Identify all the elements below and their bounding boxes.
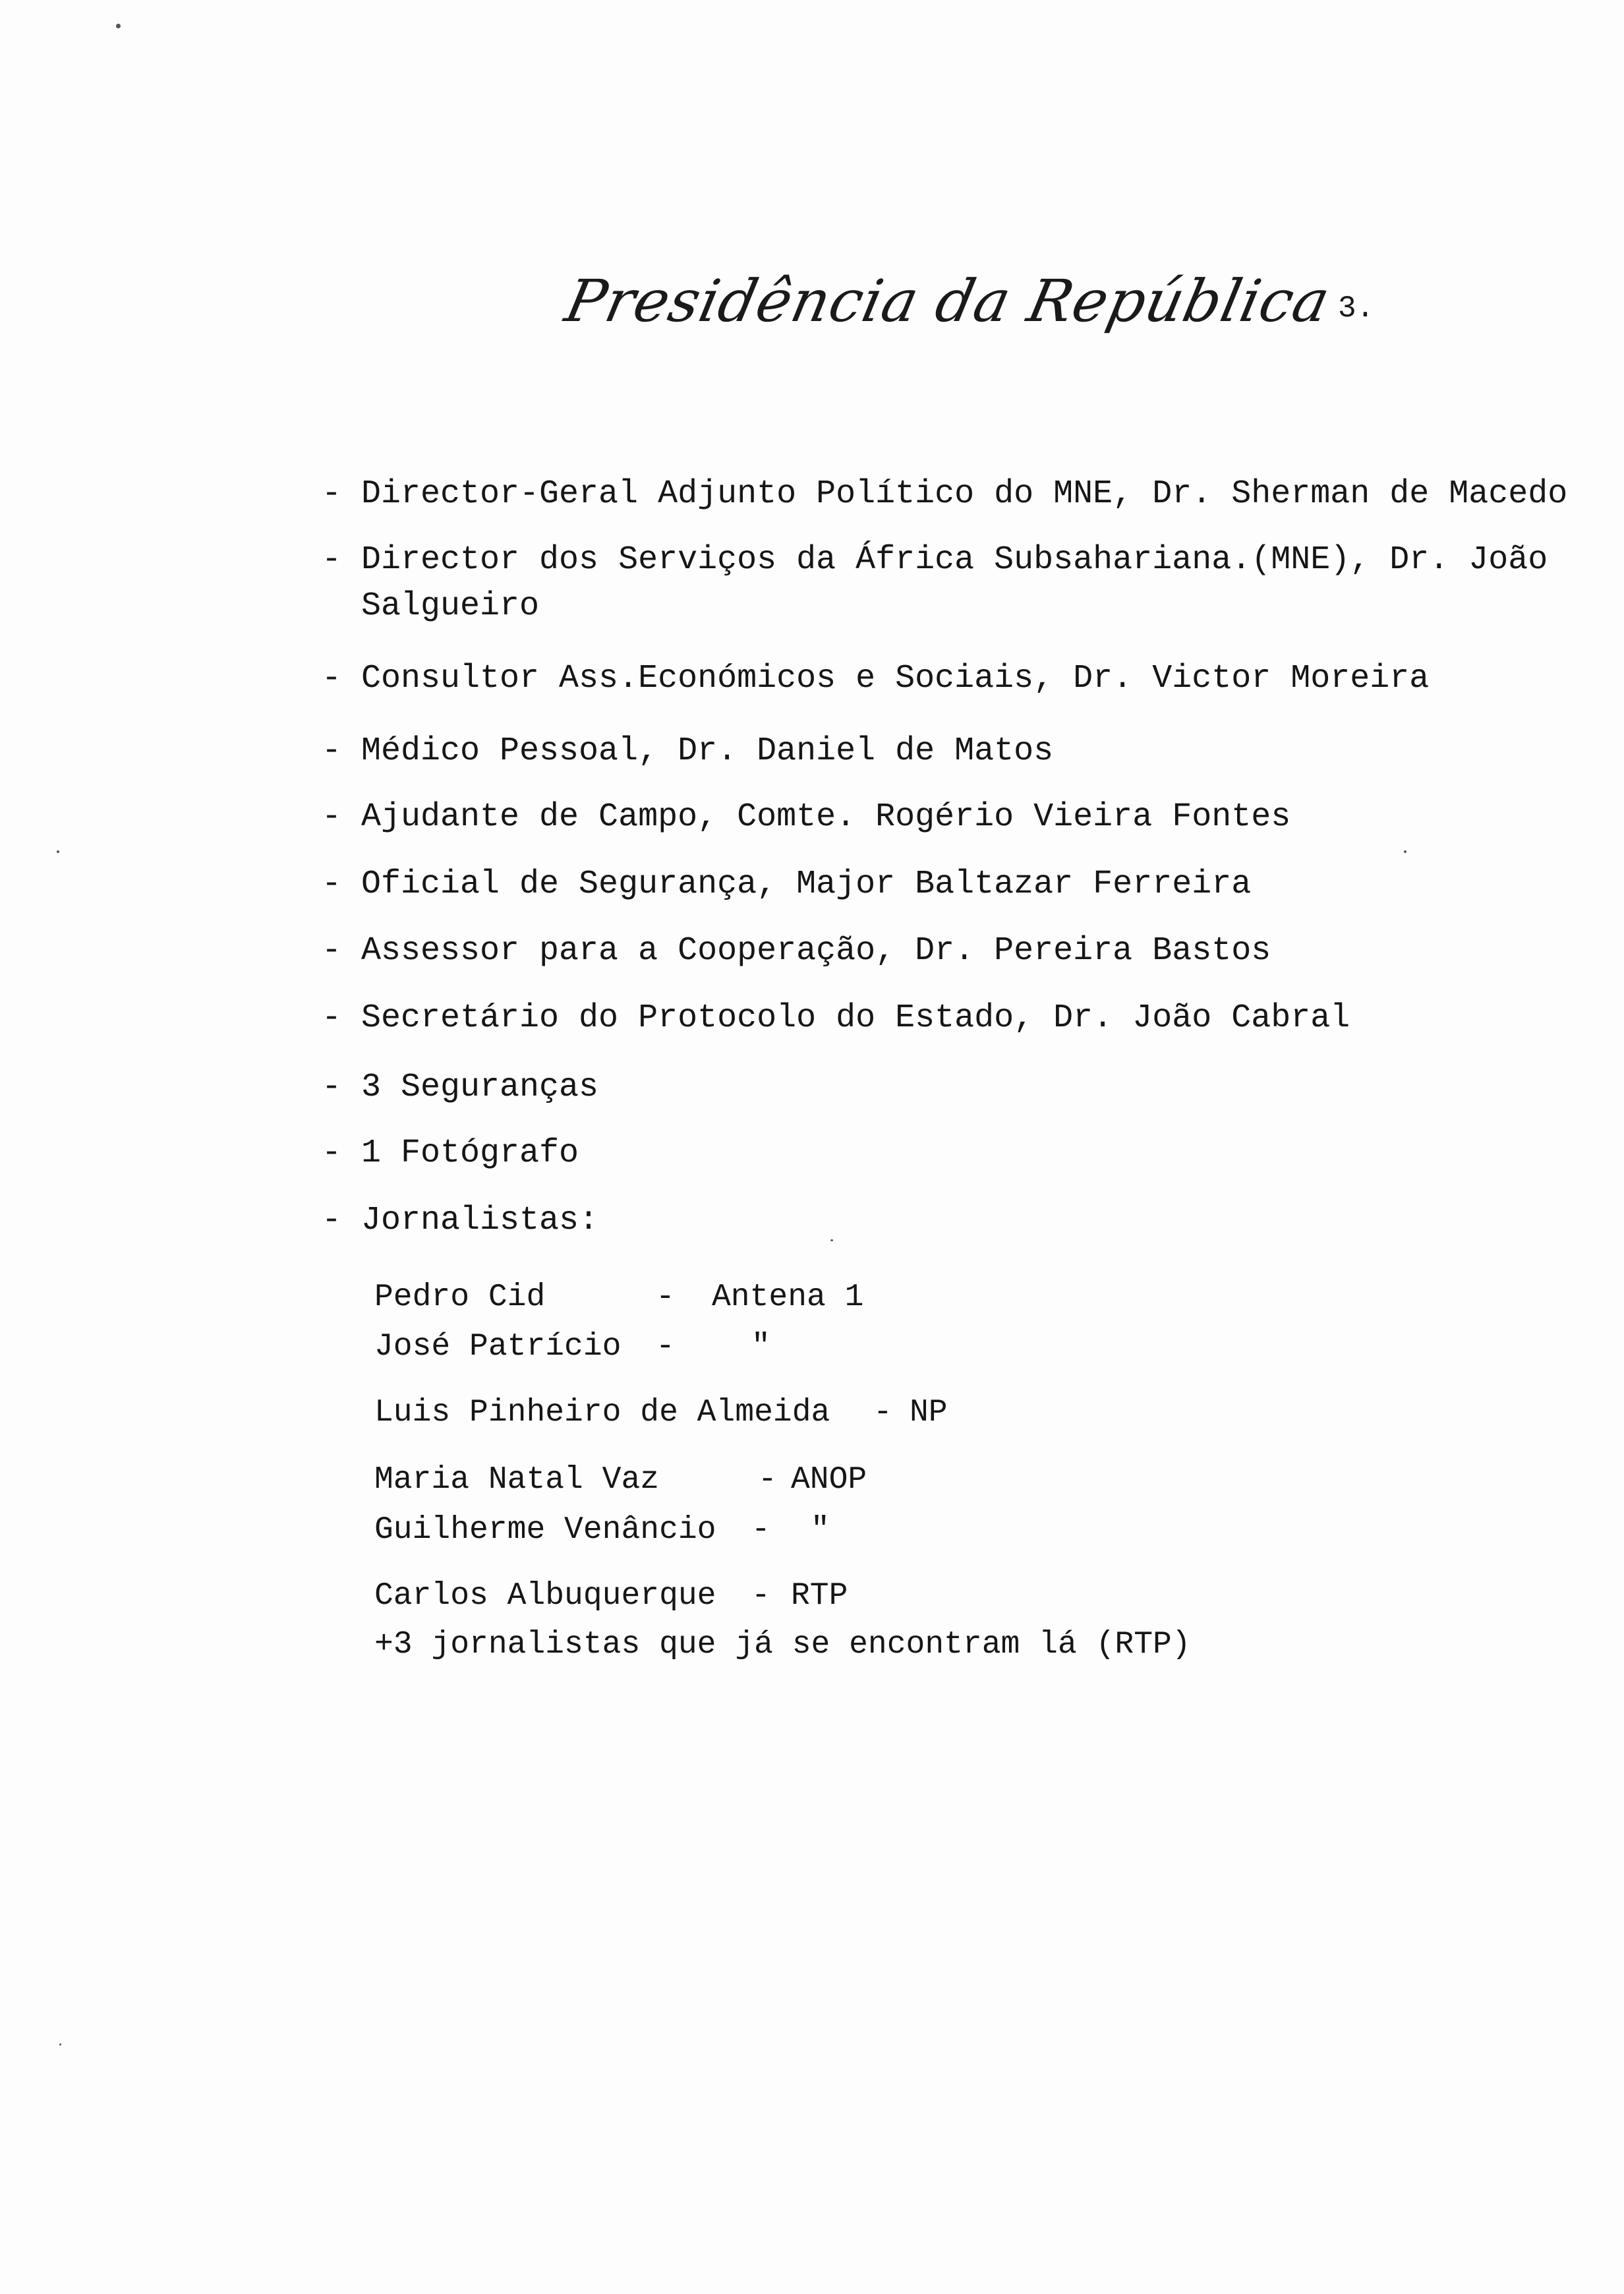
list-bullet: - xyxy=(322,999,342,1037)
scan-speck xyxy=(1404,850,1406,853)
scan-speck xyxy=(59,2044,61,2045)
journalist-name: Luis Pinheiro de Almeida xyxy=(374,1395,830,1430)
list-bullet: - xyxy=(322,798,342,836)
list-bullet: - xyxy=(322,475,342,513)
page-number: 3. xyxy=(1338,291,1375,326)
list-bullet: - xyxy=(322,1134,342,1172)
list-bullet: - xyxy=(322,866,342,903)
list-item-text: Consultor Ass.Económicos e Sociais, Dr. Victor Moreira xyxy=(361,660,1430,697)
journalist-outlet: " xyxy=(811,1512,830,1548)
scan-speck xyxy=(830,1239,833,1241)
journalist-name: Maria Natal Vaz xyxy=(374,1462,660,1498)
journalist-outlet: NP xyxy=(910,1395,948,1430)
journalist-separator: - xyxy=(751,1578,770,1614)
letterhead-title: Presidência da República xyxy=(560,267,1337,335)
journalist-separator: - xyxy=(656,1329,675,1365)
list-bullet: - xyxy=(322,660,342,697)
list-item-text: 3 Seguranças xyxy=(361,1069,599,1106)
list-item-text: Secretário do Protocolo do Estado, Dr. João Cabral xyxy=(361,999,1350,1037)
journalist-separator: - xyxy=(751,1512,770,1548)
journalist-name: Pedro Cid xyxy=(374,1279,546,1315)
journalist-separator: - xyxy=(873,1395,892,1430)
list-bullet: - xyxy=(322,541,342,579)
journalist-outlet: ANOP xyxy=(791,1462,867,1498)
journalist-separator: - xyxy=(758,1462,777,1498)
list-item-text: Director-Geral Adjunto Político do MNE, Dr. Sherman de Macedo xyxy=(361,475,1568,513)
list-item-continuation-text: Salgueiro xyxy=(361,587,540,625)
journalist-name: Carlos Albuquerque xyxy=(374,1578,716,1614)
journalist-name: Guilherme Venâncio xyxy=(374,1512,716,1548)
list-item-text: 1 Fotógrafo xyxy=(361,1134,579,1172)
journalist-outlet: " xyxy=(751,1329,770,1365)
journalist-name: José Patrício xyxy=(374,1329,622,1365)
list-item-text: Director dos Serviços da África Subsahariana.(MNE), Dr. João xyxy=(361,541,1548,579)
list-bullet: - xyxy=(322,1202,342,1239)
scan-speck xyxy=(116,24,121,28)
list-bullet: - xyxy=(322,732,342,770)
list-bullet: - xyxy=(322,932,342,970)
list-item-text: Jornalistas: xyxy=(361,1202,599,1239)
scan-speck xyxy=(57,850,59,853)
journalist-note: +3 jornalistas que já se encontram lá (RTP) xyxy=(374,1627,1191,1662)
list-item-text: Assessor para a Cooperação, Dr. Pereira Bastos xyxy=(361,932,1271,970)
list-item-text: Médico Pessoal, Dr. Daniel de Matos xyxy=(361,732,1054,770)
journalist-outlet: RTP xyxy=(791,1578,848,1614)
journalist-separator: - xyxy=(656,1279,675,1315)
journalist-outlet: Antena 1 xyxy=(712,1279,864,1315)
list-item-text: Ajudante de Campo, Comte. Rogério Vieira Fontes xyxy=(361,798,1291,836)
list-item-text: Oficial de Segurança, Major Baltazar Ferreira xyxy=(361,866,1252,903)
list-bullet: - xyxy=(322,1069,342,1106)
